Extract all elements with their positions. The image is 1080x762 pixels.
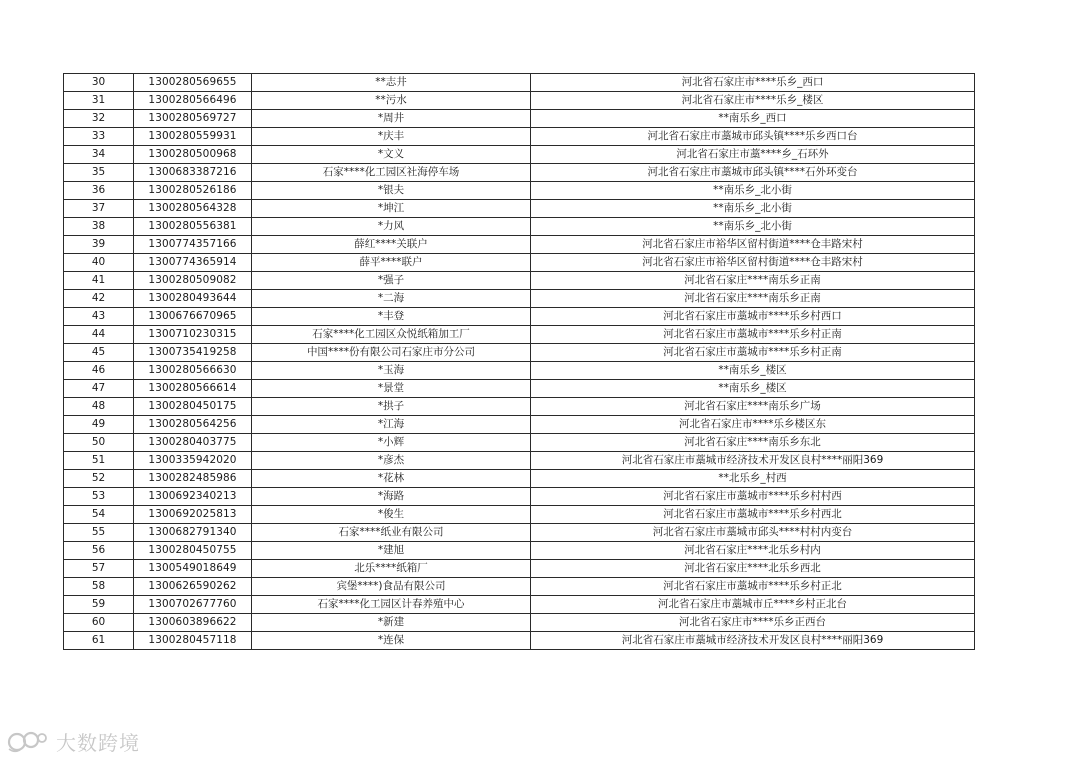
account-address: **北乐乡_村西 bbox=[531, 470, 975, 488]
account-id: 1300280569727 bbox=[134, 110, 252, 128]
account-address: 河北省石家庄市****乐乡正西台 bbox=[531, 614, 975, 632]
account-name: 中国****份有限公司石家庄市分公司 bbox=[252, 344, 531, 362]
table-row bbox=[64, 200, 975, 218]
account-name: 薛红****关联户 bbox=[252, 236, 531, 254]
table-row bbox=[64, 452, 975, 470]
account-id: 1300280493644 bbox=[134, 290, 252, 308]
table-row bbox=[64, 326, 975, 344]
table-row bbox=[64, 218, 975, 236]
account-name: *文义 bbox=[252, 146, 531, 164]
account-id: 1300683387216 bbox=[134, 164, 252, 182]
account-address: 河北省石家庄市藁城市****乐乡村西北 bbox=[531, 506, 975, 524]
table-row bbox=[64, 128, 975, 146]
account-address: 河北省石家庄****南乐乡广场 bbox=[531, 398, 975, 416]
account-id: 1300603896622 bbox=[134, 614, 252, 632]
table-row bbox=[64, 344, 975, 362]
account-id: 1300280403775 bbox=[134, 434, 252, 452]
table-row bbox=[64, 308, 975, 326]
account-name: 薛平****联户 bbox=[252, 254, 531, 272]
table-row bbox=[64, 74, 975, 92]
row-number: 57 bbox=[64, 560, 134, 578]
account-name: 石家****化工园区社海停车场 bbox=[252, 164, 531, 182]
account-name: *新建 bbox=[252, 614, 531, 632]
records-table-body bbox=[64, 74, 975, 650]
account-name: *丰登 bbox=[252, 308, 531, 326]
account-address: 河北省石家庄市藁城市经济技术开发区良村****丽阳369 bbox=[531, 452, 975, 470]
row-number: 55 bbox=[64, 524, 134, 542]
account-id: 1300280526186 bbox=[134, 182, 252, 200]
account-id: 1300676670965 bbox=[134, 308, 252, 326]
account-address: 河北省石家庄市裕华区留村街道****仓丰路宋村 bbox=[531, 236, 975, 254]
account-address: **南乐乡_北小街 bbox=[531, 218, 975, 236]
table-row bbox=[64, 272, 975, 290]
row-number: 54 bbox=[64, 506, 134, 524]
watermark-text: 大数跨境 bbox=[56, 730, 140, 755]
watermark bbox=[6, 726, 140, 756]
row-number: 42 bbox=[64, 290, 134, 308]
account-address: 河北省石家庄市藁城市****乐乡村正南 bbox=[531, 344, 975, 362]
account-name: *俊生 bbox=[252, 506, 531, 524]
table-row bbox=[64, 254, 975, 272]
account-name: *坤江 bbox=[252, 200, 531, 218]
records-table bbox=[63, 73, 975, 650]
table-row bbox=[64, 398, 975, 416]
account-address: 河北省石家庄****北乐乡村内 bbox=[531, 542, 975, 560]
double-circle-logo-icon bbox=[6, 727, 50, 755]
row-number: 40 bbox=[64, 254, 134, 272]
account-name: *力风 bbox=[252, 218, 531, 236]
account-id: 1300280450755 bbox=[134, 542, 252, 560]
account-name: *二海 bbox=[252, 290, 531, 308]
table-row bbox=[64, 632, 975, 650]
table-row bbox=[64, 542, 975, 560]
row-number: 60 bbox=[64, 614, 134, 632]
account-address: 河北省石家庄市藁城市经济技术开发区良村****丽阳369 bbox=[531, 632, 975, 650]
account-id: 1300280566496 bbox=[134, 92, 252, 110]
account-id: 1300774365914 bbox=[134, 254, 252, 272]
table-row bbox=[64, 596, 975, 614]
row-number: 59 bbox=[64, 596, 134, 614]
row-number: 56 bbox=[64, 542, 134, 560]
account-name: *建旭 bbox=[252, 542, 531, 560]
account-address: 河北省石家庄市藁城市邱头镇****石外环变台 bbox=[531, 164, 975, 182]
account-id: 1300774357166 bbox=[134, 236, 252, 254]
table-row bbox=[64, 290, 975, 308]
account-address: 河北省石家庄市藁城市****乐乡村村西 bbox=[531, 488, 975, 506]
row-number: 34 bbox=[64, 146, 134, 164]
account-name: *海路 bbox=[252, 488, 531, 506]
account-address: 河北省石家庄市藁城市****乐乡村正北 bbox=[531, 578, 975, 596]
account-address: 河北省石家庄****南乐乡东北 bbox=[531, 434, 975, 452]
account-id: 1300280500968 bbox=[134, 146, 252, 164]
account-name: **污水 bbox=[252, 92, 531, 110]
row-number: 49 bbox=[64, 416, 134, 434]
account-address: 河北省石家庄市****乐乡楼区东 bbox=[531, 416, 975, 434]
row-number: 47 bbox=[64, 380, 134, 398]
row-number: 53 bbox=[64, 488, 134, 506]
account-id: 1300692340213 bbox=[134, 488, 252, 506]
account-address: **南乐乡_楼区 bbox=[531, 362, 975, 380]
table-row bbox=[64, 416, 975, 434]
account-address: 河北省石家庄市****乐乡_楼区 bbox=[531, 92, 975, 110]
account-name: *花林 bbox=[252, 470, 531, 488]
row-number: 45 bbox=[64, 344, 134, 362]
account-id: 1300280509082 bbox=[134, 272, 252, 290]
account-name: *彦杰 bbox=[252, 452, 531, 470]
row-number: 36 bbox=[64, 182, 134, 200]
account-name: *拱子 bbox=[252, 398, 531, 416]
account-name: 石家****化工园区众悦纸箱加工厂 bbox=[252, 326, 531, 344]
table-row bbox=[64, 578, 975, 596]
row-number: 48 bbox=[64, 398, 134, 416]
account-id: 1300549018649 bbox=[134, 560, 252, 578]
row-number: 33 bbox=[64, 128, 134, 146]
row-number: 58 bbox=[64, 578, 134, 596]
account-address: 河北省石家庄市藁城市邱头****村村内变台 bbox=[531, 524, 975, 542]
row-number: 38 bbox=[64, 218, 134, 236]
account-name: 宾堡****)食品有限公司 bbox=[252, 578, 531, 596]
row-number: 52 bbox=[64, 470, 134, 488]
row-number: 50 bbox=[64, 434, 134, 452]
table-row bbox=[64, 506, 975, 524]
account-id: 1300280566630 bbox=[134, 362, 252, 380]
account-address: 河北省石家庄市藁****乡_石环外 bbox=[531, 146, 975, 164]
row-number: 43 bbox=[64, 308, 134, 326]
account-address: **南乐乡_北小街 bbox=[531, 200, 975, 218]
account-name: *小辉 bbox=[252, 434, 531, 452]
account-id: 1300280450175 bbox=[134, 398, 252, 416]
row-number: 51 bbox=[64, 452, 134, 470]
account-id: 1300626590262 bbox=[134, 578, 252, 596]
row-number: 31 bbox=[64, 92, 134, 110]
account-address: 河北省石家庄市藁城市****乐乡村正南 bbox=[531, 326, 975, 344]
row-number: 61 bbox=[64, 632, 134, 650]
row-number: 46 bbox=[64, 362, 134, 380]
account-address: 河北省石家庄****北乐乡西北 bbox=[531, 560, 975, 578]
table-row bbox=[64, 524, 975, 542]
table-row bbox=[64, 434, 975, 452]
table-row bbox=[64, 362, 975, 380]
account-address: **南乐乡_北小街 bbox=[531, 182, 975, 200]
account-id: 1300702677760 bbox=[134, 596, 252, 614]
account-name: *银夫 bbox=[252, 182, 531, 200]
account-address: **南乐乡_楼区 bbox=[531, 380, 975, 398]
account-name: 北乐****纸箱厂 bbox=[252, 560, 531, 578]
account-name: *玉海 bbox=[252, 362, 531, 380]
account-name: *景堂 bbox=[252, 380, 531, 398]
row-number: 41 bbox=[64, 272, 134, 290]
account-name: *连保 bbox=[252, 632, 531, 650]
row-number: 37 bbox=[64, 200, 134, 218]
account-address: 河北省石家庄****南乐乡正南 bbox=[531, 290, 975, 308]
account-name: **志井 bbox=[252, 74, 531, 92]
table-row bbox=[64, 92, 975, 110]
table-row bbox=[64, 110, 975, 128]
account-id: 1300280559931 bbox=[134, 128, 252, 146]
row-number: 30 bbox=[64, 74, 134, 92]
row-number: 39 bbox=[64, 236, 134, 254]
account-id: 1300710230315 bbox=[134, 326, 252, 344]
account-id: 1300280564256 bbox=[134, 416, 252, 434]
account-name: *强子 bbox=[252, 272, 531, 290]
account-address: 河北省石家庄市裕华区留村街道****仓丰路宋村 bbox=[531, 254, 975, 272]
table-row bbox=[64, 164, 975, 182]
account-name: *庆丰 bbox=[252, 128, 531, 146]
account-address: 河北省石家庄市藁城市丘****乡村正北台 bbox=[531, 596, 975, 614]
account-name: 石家****化工园区计春养殖中心 bbox=[252, 596, 531, 614]
row-number: 32 bbox=[64, 110, 134, 128]
account-id: 1300282485986 bbox=[134, 470, 252, 488]
account-id: 1300335942020 bbox=[134, 452, 252, 470]
account-id: 1300692025813 bbox=[134, 506, 252, 524]
account-address: 河北省石家庄****南乐乡正南 bbox=[531, 272, 975, 290]
table-row bbox=[64, 236, 975, 254]
account-address: 河北省石家庄市藁城市邱头镇****乐乡西口台 bbox=[531, 128, 975, 146]
account-id: 1300682791340 bbox=[134, 524, 252, 542]
table-row bbox=[64, 182, 975, 200]
table-row bbox=[64, 470, 975, 488]
row-number: 44 bbox=[64, 326, 134, 344]
account-id: 1300280556381 bbox=[134, 218, 252, 236]
table-row bbox=[64, 560, 975, 578]
account-id: 1300735419258 bbox=[134, 344, 252, 362]
account-id: 1300280564328 bbox=[134, 200, 252, 218]
account-id: 1300280457118 bbox=[134, 632, 252, 650]
account-address: 河北省石家庄市****乐乡_西口 bbox=[531, 74, 975, 92]
account-address: 河北省石家庄市藁城市****乐乡村西口 bbox=[531, 308, 975, 326]
table-row bbox=[64, 146, 975, 164]
account-id: 1300280566614 bbox=[134, 380, 252, 398]
table-row bbox=[64, 488, 975, 506]
account-name: *周井 bbox=[252, 110, 531, 128]
table-row bbox=[64, 380, 975, 398]
row-number: 35 bbox=[64, 164, 134, 182]
account-name: 石家****纸业有限公司 bbox=[252, 524, 531, 542]
account-id: 1300280569655 bbox=[134, 74, 252, 92]
table-row bbox=[64, 614, 975, 632]
account-address: **南乐乡_西口 bbox=[531, 110, 975, 128]
account-name: *江海 bbox=[252, 416, 531, 434]
